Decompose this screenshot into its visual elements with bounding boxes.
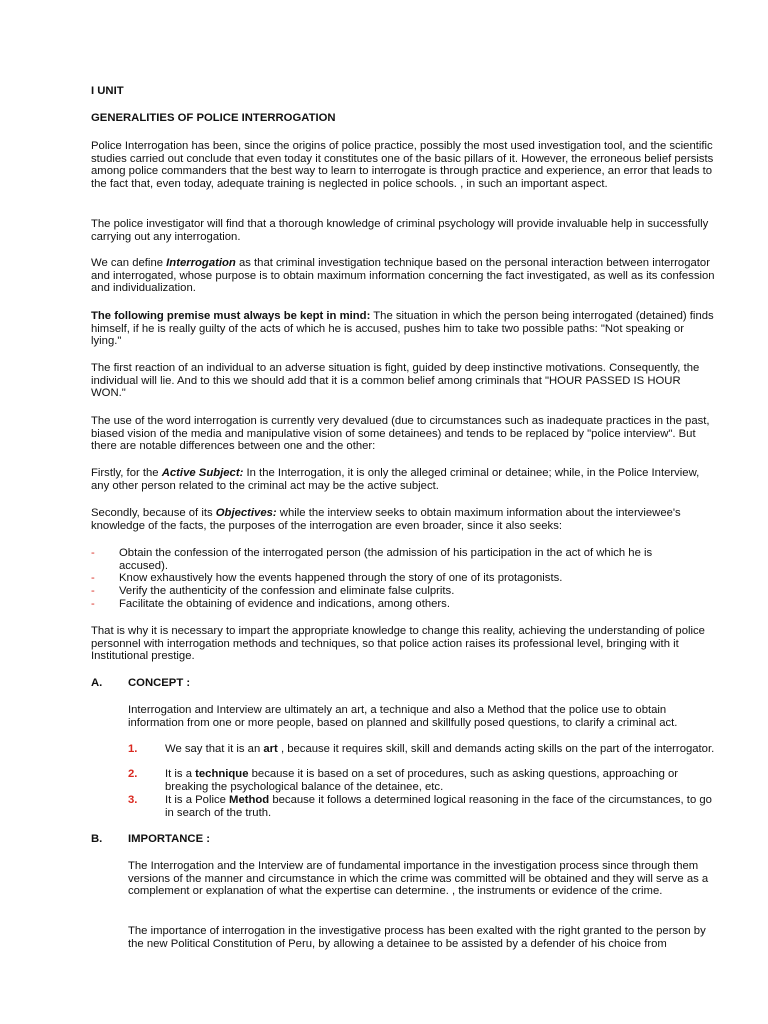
unit-label: I UNIT bbox=[91, 85, 124, 97]
dash-bullet: - bbox=[91, 572, 95, 584]
paragraph-definition: We can define Interrogation as that criminal investigation technique based on the personal interaction between interrogator and interrogated, whose purpose is to obtain maximum information concerning the fact investigated, as well as its confession and individualization. bbox=[91, 257, 715, 295]
document-title: GENERALITIES OF POLICE INTERROGATION bbox=[91, 112, 336, 124]
paragraph-first-reaction: The first reaction of an individual to an adverse situation is fight, guided by deep instinctive motivations. Consequently, the individual will lie. And to this we should add that it is a common belief among criminals that "HOUR PASSED IS HOUR WON." bbox=[91, 362, 700, 400]
dash-bullet: - bbox=[91, 585, 95, 597]
paragraph-objectives: Secondly, because of its Objectives: while the interview seeks to obtain maximum information about the interviewee's knowledge of the facts, the purposes of the interrogation are even broader, since it also seeks: bbox=[91, 507, 681, 532]
term-active-subject: Active Subject: bbox=[161, 467, 244, 479]
list-item-text: Obtain the confession of the interrogated person (the admission of his participation in the act of which he is accused). bbox=[119, 547, 653, 572]
paragraph-psychology: The police investigator will find that a thorough knowledge of criminal psychology will provide invaluable help in successfully carrying out any interrogation. bbox=[91, 218, 709, 243]
item-number: 3. bbox=[128, 794, 138, 806]
section-b-letter: B. bbox=[91, 833, 103, 845]
paragraph-active-subject: Firstly, for the Active Subject: In the Interrogation, it is only the alleged criminal or detainee; while, in the Police Interview, any other person related to the criminal act may be the active subject. bbox=[91, 467, 700, 492]
paragraph-conclusion: That is why it is necessary to impart the appropriate knowledge to change this reality, achieving the understanding of police personnel with interrogation methods and techniques, so that police action raises its professional level, bringing with it Institutional prestige. bbox=[91, 625, 705, 663]
list-item-text: Know exhaustively how the events happened through the story of one of its protagonists. bbox=[119, 572, 563, 584]
numbered-item-text: We say that it is an art , because it requires skill, skill and demands acting skills on the part of the interrogator. bbox=[165, 743, 715, 755]
section-b-body-1: The Interrogation and the Interview are of fundamental importance in the investigation process since through them versions of the manner and circumstance in which the crime was committed will be obtained and they will serve as a complement or explanation of what the expertise can determine. , the instruments or evidence of the crime. bbox=[128, 860, 709, 898]
term-objectives: Objectives: bbox=[215, 507, 277, 519]
premise-lead: The following premise must always be kept in mind: bbox=[91, 310, 371, 322]
item-number: 1. bbox=[128, 743, 138, 755]
paragraph-intro: Police Interrogation has been, since the origins of police practice, possibly the most used investigation tool, and the scientific studies carried out conclude that even today it constitutes one of the basic pillars of it. However, the erroneous belief persists among police commanders that the best way to learn to interrogate is through practice and experience, an error that leads to the fact that, even today, adequate training is neglected in police schools. , in such an important aspect. bbox=[91, 140, 714, 190]
paragraph-premise: The following premise must always be kept in mind: The situation in which the person being interrogated (detained) finds himself, if he is really guilty of the acts of which he is accused, pushes him to take two possible paths: "Not speaking or lying." bbox=[91, 310, 714, 348]
section-b-body-2: The importance of interrogation in the investigative process has been exalted with the right granted to the person by the new Political Constitution of Peru, by allowing a detainee to be assisted by a defender of his choice from bbox=[128, 925, 706, 950]
section-b-title: IMPORTANCE : bbox=[128, 833, 211, 845]
numbered-item-text: It is a Police Method because it follows a determined logical reasoning in the face of the circumstances, to go in search of the truth. bbox=[165, 794, 712, 819]
dash-bullet: - bbox=[91, 547, 95, 559]
section-a-letter: A. bbox=[91, 677, 103, 689]
dash-bullet: - bbox=[91, 598, 95, 610]
item-number: 2. bbox=[128, 768, 138, 780]
numbered-item-text: It is a technique because it is based on a set of procedures, such as asking questions, approaching or breaking the psychological balance of the detainee, etc. bbox=[165, 768, 679, 793]
section-a-title: CONCEPT : bbox=[128, 677, 191, 689]
term-interrogation: Interrogation bbox=[166, 257, 236, 269]
section-a-body: Interrogation and Interview are ultimately an art, a technique and also a Method that the police use to obtain information from one or more people, based on planned and skillfully posed questions, to clarify a criminal act. bbox=[128, 704, 678, 729]
list-item-text: Facilitate the obtaining of evidence and indications, among others. bbox=[119, 598, 450, 610]
list-item-text: Verify the authenticity of the confession and eliminate false culprits. bbox=[119, 585, 455, 597]
paragraph-word-usage: The use of the word interrogation is currently very devalued (due to circumstances such as inadequate practices in the past, biased vision of the media and manipulative vision of some detainees) and tends to be replaced by "police interview". But there are notable differences between one and the other: bbox=[91, 415, 710, 453]
